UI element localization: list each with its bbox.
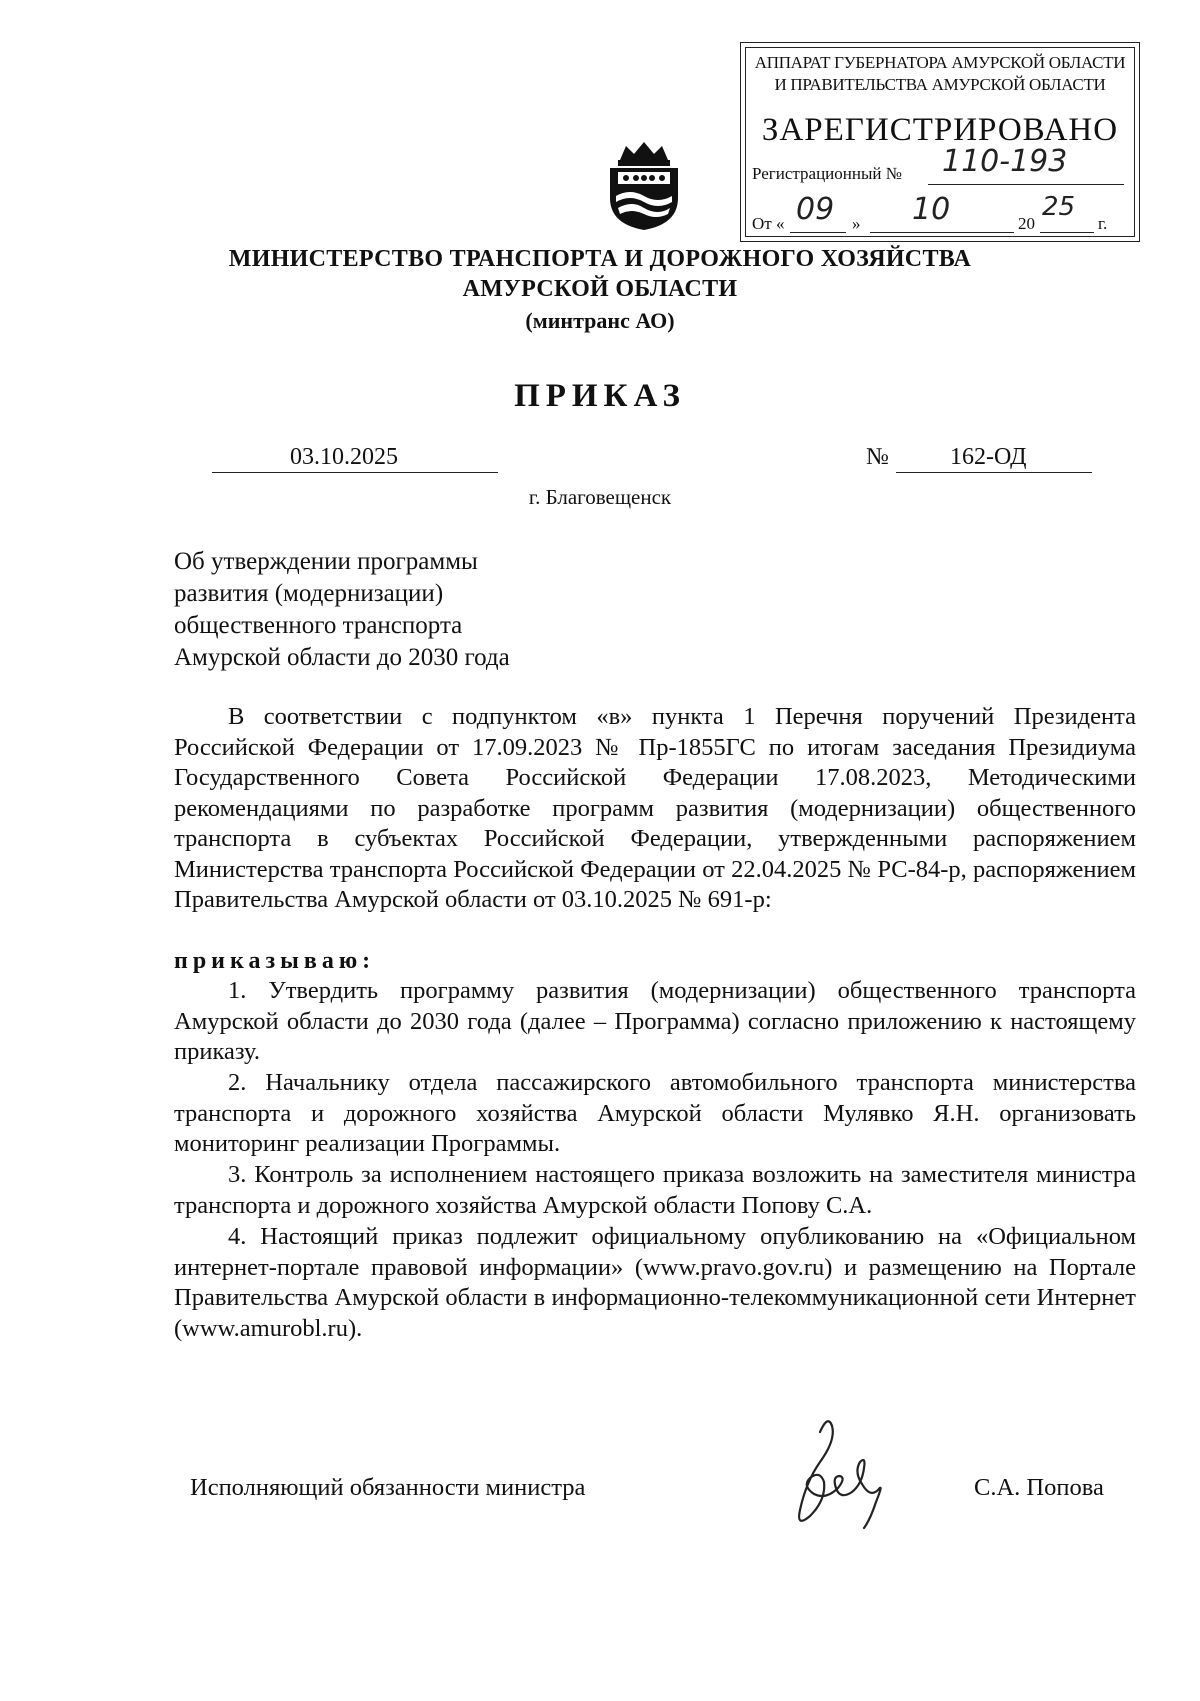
registration-stamp-inner bbox=[745, 47, 1135, 237]
order-number-label: № bbox=[866, 444, 889, 470]
order-date: 03.10.2025 bbox=[290, 444, 398, 470]
order-item-1: 1. Утвердить программу развития (модернизации) общественного транспорта Амурской области до 2030 года (далее – Программа) согласно приложению к настоящему приказу. bbox=[174, 977, 1136, 1065]
ministry-short-name: (минтранс АО) bbox=[525, 308, 675, 333]
stamp-reg-number: 110-193 bbox=[942, 144, 1068, 179]
subject-line2: развития (модернизации) bbox=[174, 580, 444, 607]
order-item-4: 4. Настоящий приказ подлежит официальному опубликованию на «Официальном интернет-портале правовой информации» (www.pravo.gov.ru) и размещению на Портале Правительства Амурской области в информационно-телекоммуникационной сети Интернет (www.amurobl.ru). bbox=[174, 1223, 1136, 1342]
order-word: приказываю: bbox=[174, 948, 376, 974]
stamp-year-unit: г. bbox=[1098, 214, 1108, 233]
order-number-underline bbox=[896, 472, 1092, 473]
stamp-reg-label: Регистрационный № bbox=[752, 164, 902, 183]
stamp-registered: ЗАРЕГИСТРИРОВАНО bbox=[761, 112, 1119, 148]
stamp-year-prefix: 20 bbox=[1018, 214, 1035, 233]
subject-line3: общественного транспорта bbox=[174, 612, 463, 639]
stamp-org-line1: АППАРАТ ГУБЕРНАТОРА АМУРСКОЙ ОБЛАСТИ bbox=[754, 53, 1126, 72]
stamp-day-underline bbox=[790, 232, 846, 233]
stamp-reg-underline bbox=[928, 184, 1124, 185]
stamp-month: 10 bbox=[912, 192, 951, 227]
stamp-year-underline bbox=[1040, 232, 1094, 233]
ministry-title-line1: МИНИСТЕРСТВО ТРАНСПОРТА И ДОРОЖНОГО ХОЗЯЙСТВА bbox=[228, 246, 972, 272]
stamp-month-underline bbox=[870, 232, 1014, 233]
subject-line4: Амурской области до 2030 года bbox=[174, 644, 510, 671]
registration-stamp bbox=[740, 42, 1140, 242]
stamp-day: 09 bbox=[796, 192, 835, 227]
stamp-from-label: От « bbox=[752, 214, 785, 233]
handwritten-signature bbox=[780, 1412, 910, 1530]
subject-line1: Об утверждении программы bbox=[174, 548, 478, 575]
stamp-month-sep: » bbox=[852, 214, 861, 233]
preamble-paragraph: В соответствии с подпунктом «в» пункта 1 Перечня поручений Президента Российской Федерации от 17.09.2023 № Пр-1855ГС по итогам заседания Президиума Государственного Совета Российской Федерации 17.08.2023, Методическими рекомендациями по разработке программ развития (модернизации) общественного транспорта в субъектах Российской Федерации, утвержденными распоряжением Министерства транспорта Российской Федерации от 22.04.2025 № РС-84-р, распоряжением Правительства Амурской области от 03.10.2025 № 691-р: bbox=[174, 703, 1136, 913]
stamp-year-suffix: 25 bbox=[1042, 192, 1076, 222]
order-date-underline bbox=[212, 472, 498, 473]
city: г. Благовещенск bbox=[528, 485, 672, 509]
signatory-name: С.А. Попова bbox=[974, 1474, 1104, 1501]
signatory-position: Исполняющий обязанности министра bbox=[190, 1474, 586, 1501]
order-number: 162-ОД bbox=[950, 444, 1027, 470]
order-item-2: 2. Начальнику отдела пассажирского автомобильного транспорта министерства транспорта и дорожного хозяйства Амурской области Мулявко Я.Н. организовать мониторинг реализации Программы. bbox=[174, 1069, 1136, 1157]
coat-of-arms-icon bbox=[604, 140, 684, 232]
stamp-org-line2: И ПРАВИТЕЛЬСТВА АМУРСКОЙ ОБЛАСТИ bbox=[774, 75, 1106, 94]
ministry-title-line2: АМУРСКОЙ ОБЛАСТИ bbox=[462, 276, 738, 302]
order-item-3: 3. Контроль за исполнением настоящего приказа возложить на заместителя министра транспорта и дорожного хозяйства Амурской области Попову С.А. bbox=[174, 1161, 1136, 1219]
document-type-title: ПРИКАЗ bbox=[514, 378, 686, 414]
